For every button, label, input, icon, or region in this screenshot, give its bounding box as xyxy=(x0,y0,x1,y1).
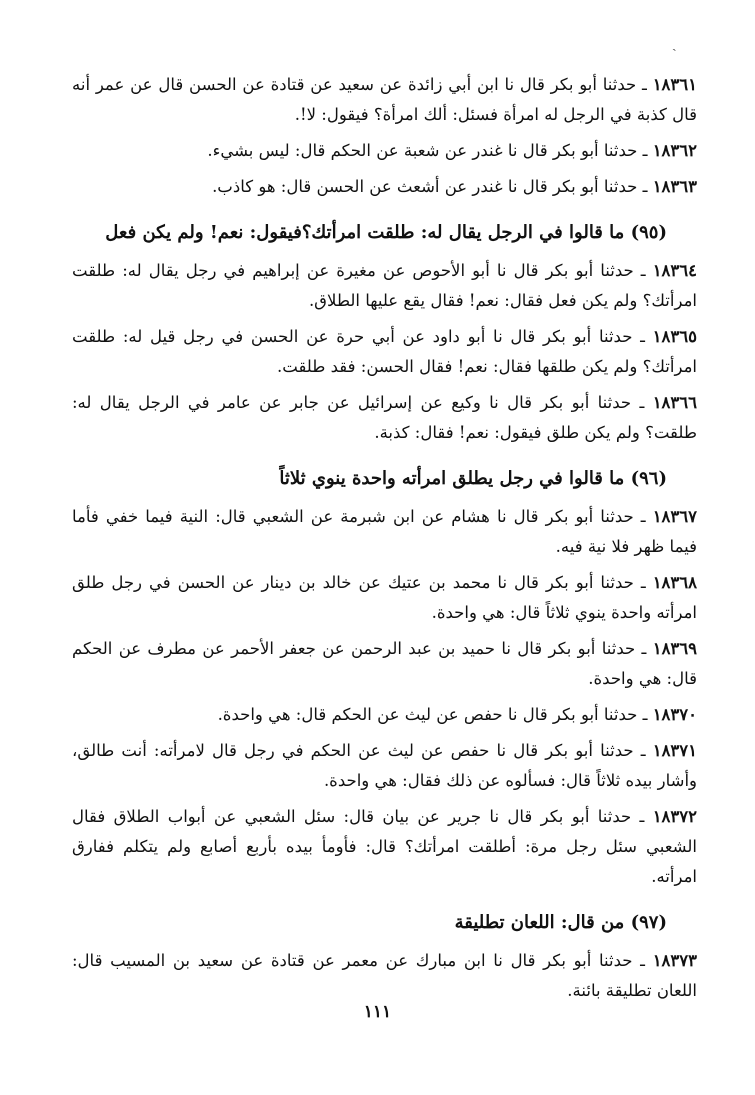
entry-number: ١٨٣٦٤ xyxy=(652,261,697,280)
hadith-entry xyxy=(72,70,697,130)
entry-number: ١٨٣٦٩ xyxy=(652,639,698,658)
hadith-entry xyxy=(72,322,697,382)
section-title: من قال: اللعان تطليقة xyxy=(454,912,625,933)
hadith-entry xyxy=(72,256,697,316)
entry-text: ـ حدثنا أبو بكر قال نا غندر عن شعبة عن الحكم قال: ليس بشيء. xyxy=(207,141,648,160)
section-heading xyxy=(72,908,667,938)
entry-text: ـ حدثنا أبو بكر قال نا هشام عن ابن شبرمة عن الشعبي قال: النية فيما خفي فأما فيما ظهر فلا نية فيه. xyxy=(72,507,697,556)
entry-number: ١٨٣٦٣ xyxy=(652,177,697,196)
page-number: ١١١ xyxy=(363,1002,392,1022)
entry-text: ـ حدثنا أبو بكر قال نا حفص عن ليث عن الحكم في رجل قال لامرأته: أنت طالق، وأشار بيده ثلاثاً قال: فسألوه عن ذلك فقال: هي واحدة. xyxy=(72,741,697,790)
hadith-entry xyxy=(72,568,697,628)
section-title: ما قالوا في الرجل يقال له: طلقت امرأتك؟فيقول: نعم! ولم يكن فعل xyxy=(105,222,625,243)
section-number: (٩٥) xyxy=(630,222,667,243)
entry-text: ـ حدثنا أبو بكر قال نا حفص عن ليث عن الحكم قال: هي واحدة. xyxy=(217,705,648,724)
entry-number: ١٨٣٦٨ xyxy=(652,573,697,592)
section-number: (٩٦) xyxy=(630,468,667,489)
entry-text: ـ حدثنا أبو بكر قال نا أبو الأحوص عن مغيرة عن إبراهيم في رجل يقال له: طلقت امرأتك؟ ولم يكن فعل فقال: نعم! فقال يقع عليها الطلاق. xyxy=(72,261,697,310)
hadith-entry xyxy=(72,136,697,166)
page-content xyxy=(72,70,697,1006)
entry-number: ١٨٣٦٢ xyxy=(652,141,697,160)
section-title: ما قالوا في رجل يطلق امرأته واحدة ينوي ثلاثاً xyxy=(279,468,625,489)
hadith-entry xyxy=(72,634,697,694)
entry-number: ١٨٣٦١ xyxy=(652,75,697,94)
hadith-entry xyxy=(72,946,697,1006)
entry-text: ـ حدثنا أبو بكر قال نا وكيع عن إسرائيل عن جابر عن عامر في الرجل يقال له: طلقت؟ ولم يكن طلق فيقول: نعم! فقال: كذبة. xyxy=(72,393,697,442)
hadith-entry xyxy=(72,802,697,892)
entry-number: ١٨٣٧٢ xyxy=(652,807,697,826)
entry-number: ١٨٣٦٧ xyxy=(652,507,697,526)
entry-text: ـ حدثنا أبو بكر قال نا حميد بن عبد الرحمن عن جعفر الأحمر عن مطرف عن الحكم قال: هي واحدة. xyxy=(72,639,697,688)
hadith-entry xyxy=(72,172,697,202)
entry-text: ـ حدثنا أبو بكر قال نا ابن أبي زائدة عن سعيد عن قتادة عن الحسن قال عن عمر أنه قال كذبة في الرجل له امرأة فسئل: ألك امرأة؟ فيقول: لا!. xyxy=(72,75,697,124)
entry-number: ١٨٣٧٣ xyxy=(652,951,697,970)
hadith-entry xyxy=(72,502,697,562)
entry-text: ـ حدثنا أبو بكر قال نا أبو داود عن أبي حرة عن الحسن في رجل قيل له: طلقت امرأتك؟ ولم يكن طلقها فقال: نعم! فقال الحسن: فقد طلقت. xyxy=(72,327,697,376)
hadith-entry xyxy=(72,700,697,730)
entry-number: ١٨٣٦٥ xyxy=(652,327,697,346)
entry-text: ـ حدثنا أبو بكر قال نا محمد بن عتيك عن خالد بن دينار عن الحسن في رجل طلق امرأته واحدة ينوي ثلاثاً قال: هي واحدة. xyxy=(72,573,697,622)
entry-text: ـ حدثنا أبو بكر قال نا ابن مبارك عن معمر عن قتادة عن سعيد بن المسيب قال: اللعان تطليقة بائنة. xyxy=(72,951,697,1000)
entry-number: ١٨٣٧١ xyxy=(652,741,698,760)
section-heading xyxy=(72,218,667,248)
entry-number: ١٨٣٦٦ xyxy=(652,393,697,412)
entry-text: ـ حدثنا أبو بكر قال نا جرير عن بيان قال: سئل الشعبي عن أبواب الطلاق فقال الشعبي سئل رجل مرة: أطلقت امرأتك؟ قال: فأومأ بيده بأربع أصابع ولم يتكلم ففارق امرأته. xyxy=(72,807,697,886)
hadith-entry xyxy=(72,388,697,448)
entry-number: ١٨٣٧٠ xyxy=(652,705,697,724)
section-heading xyxy=(72,464,667,494)
corner-mark: ˏ xyxy=(672,36,677,52)
entry-text: ـ حدثنا أبو بكر قال نا غندر عن أشعث عن الحسن قال: هو كاذب. xyxy=(212,177,648,196)
section-number: (٩٧) xyxy=(630,912,667,933)
hadith-entry xyxy=(72,736,697,796)
